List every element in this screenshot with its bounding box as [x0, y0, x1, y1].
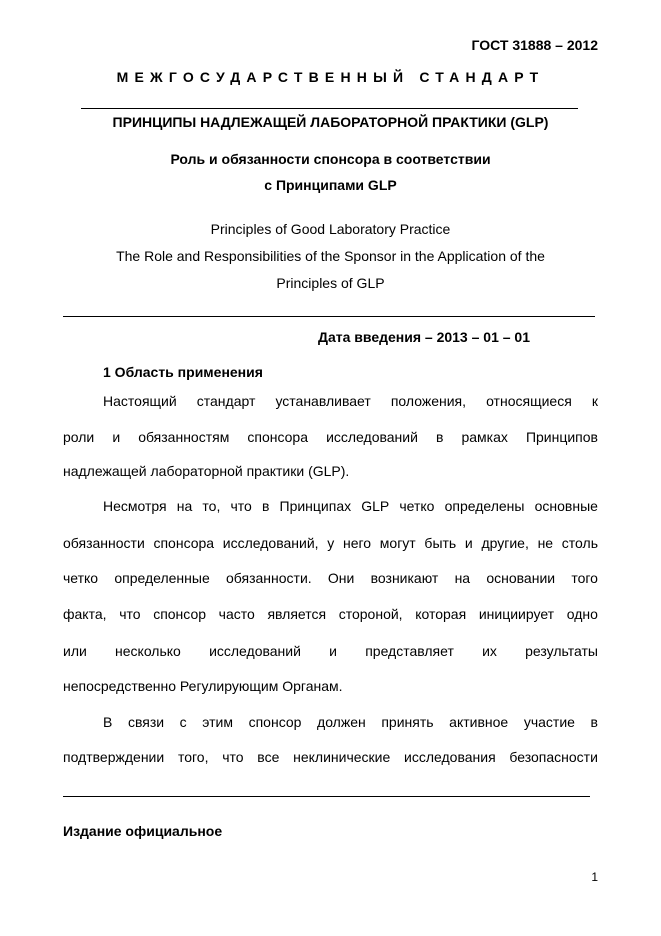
word: активное: [449, 714, 509, 730]
document-code: ГОСТ 31888 – 2012: [471, 37, 598, 53]
section-heading: 1 Область применения: [103, 364, 263, 380]
word: основании: [486, 570, 556, 586]
word: с: [179, 714, 187, 730]
word: исследования: [404, 749, 496, 765]
word: представляет: [365, 643, 454, 659]
word: которая: [415, 606, 467, 622]
word: В: [103, 714, 113, 730]
word: факта,: [63, 606, 107, 622]
word: на: [454, 570, 471, 586]
word: к: [591, 393, 598, 409]
english-title-line-1: Principles of Good Laboratory Practice: [210, 221, 451, 237]
word: исследований: [326, 429, 418, 445]
word: у: [327, 535, 335, 551]
paragraph-3-line-2: [63, 749, 598, 765]
word: Они: [327, 570, 355, 586]
word: Принципах: [279, 498, 352, 514]
document-title: ПРИНЦИПЫ НАДЛЕЖАЩЕЙ ЛАБОРАТОРНОЙ ПРАКТИКИ (GLP): [112, 114, 549, 130]
paragraph-2-line-6: непосредственно Регулирующим Органам.: [63, 678, 343, 694]
paragraph-2-line-5: [63, 643, 598, 659]
word: результаты: [525, 643, 598, 659]
english-title-line-3: Principles of GLP: [276, 275, 385, 291]
word: является: [267, 606, 327, 622]
subtitle-line-2: с Принципами GLP: [264, 177, 397, 193]
word: четко: [399, 498, 435, 514]
word: этим: [202, 714, 233, 730]
word: в: [435, 429, 444, 445]
word: связи: [127, 714, 165, 730]
word: не: [537, 535, 554, 551]
word: их: [482, 643, 497, 659]
paragraph-3-line-1: [103, 714, 598, 730]
word: обязанностям: [138, 429, 230, 445]
word: на: [176, 498, 193, 514]
title-rule-bottom: [63, 316, 595, 317]
word: могут: [379, 535, 416, 551]
title-rule-top: [81, 108, 578, 109]
word: столь: [561, 535, 598, 551]
paragraph-2-line-3: [63, 570, 598, 586]
word: относящиеся: [486, 393, 572, 409]
word: то,: [202, 498, 221, 514]
word: или: [63, 643, 87, 659]
word: исследований,: [222, 535, 319, 551]
word: безопасности: [509, 749, 598, 765]
word: и: [464, 535, 473, 551]
word: того: [571, 570, 598, 586]
word: в: [261, 498, 270, 514]
word: основные: [534, 498, 598, 514]
word: несколько: [115, 643, 181, 659]
word: Принципов: [525, 429, 598, 445]
word: роли: [63, 429, 95, 445]
word: быть: [424, 535, 457, 551]
word: принять: [381, 714, 434, 730]
word: исследований: [209, 643, 301, 659]
word: Настоящий: [103, 393, 177, 409]
word: возникают: [370, 570, 439, 586]
word: одно: [566, 606, 598, 622]
word: четко: [63, 570, 99, 586]
paragraph-2-line-4: [63, 606, 598, 622]
word: него: [342, 535, 372, 551]
word: положения,: [390, 393, 467, 409]
word: и: [112, 429, 121, 445]
word: неклинические: [293, 749, 391, 765]
footer-rule: [63, 796, 590, 797]
word: устанавливает: [275, 393, 371, 409]
word: обязанности.: [226, 570, 312, 586]
introduction-date: Дата введения – 2013 – 01 – 01: [318, 329, 530, 345]
word: рамках: [461, 429, 508, 445]
word: все: [257, 749, 280, 765]
word: обязанности: [63, 535, 145, 551]
word: в: [590, 714, 598, 730]
word: спонсора: [153, 535, 215, 551]
word: другие,: [481, 535, 529, 551]
word: что: [230, 498, 252, 514]
paragraph-1-line-1: [103, 393, 598, 409]
word: Несмотря: [103, 498, 167, 514]
word: спонсор: [153, 606, 207, 622]
paragraph-1-line-2: [63, 429, 598, 445]
word: и: [329, 643, 337, 659]
word: стороной,: [338, 606, 403, 622]
page-number: 1: [591, 870, 598, 884]
word: что: [119, 606, 141, 622]
word: что: [222, 749, 244, 765]
word: определены: [444, 498, 525, 514]
subtitle-line-1: Роль и обязанности спонсора в соответствии: [170, 151, 491, 167]
word: подтверждении: [63, 749, 165, 765]
english-title-line-2: The Role and Responsibilities of the Sponsor in the Application of the: [116, 248, 545, 264]
word: спонсор: [248, 714, 302, 730]
paragraph-2-line-1: [103, 498, 598, 514]
paragraph-2-line-2: [63, 535, 598, 551]
word: участие: [523, 714, 575, 730]
paragraph-1-line-3: надлежащей лабораторной практики (GLP).: [63, 463, 350, 479]
interstate-standard-label: МЕЖГОСУДАРСТВЕННЫЙ СТАНДАРТ: [116, 69, 545, 85]
word: часто: [218, 606, 255, 622]
word: спонсора: [247, 429, 309, 445]
word: того,: [177, 749, 209, 765]
word: определенные: [114, 570, 210, 586]
word: GLP: [361, 498, 390, 514]
official-edition-label: Издание официальное: [63, 823, 223, 839]
word: должен: [317, 714, 366, 730]
word: стандарт: [196, 393, 256, 409]
word: инициирует: [478, 606, 555, 622]
